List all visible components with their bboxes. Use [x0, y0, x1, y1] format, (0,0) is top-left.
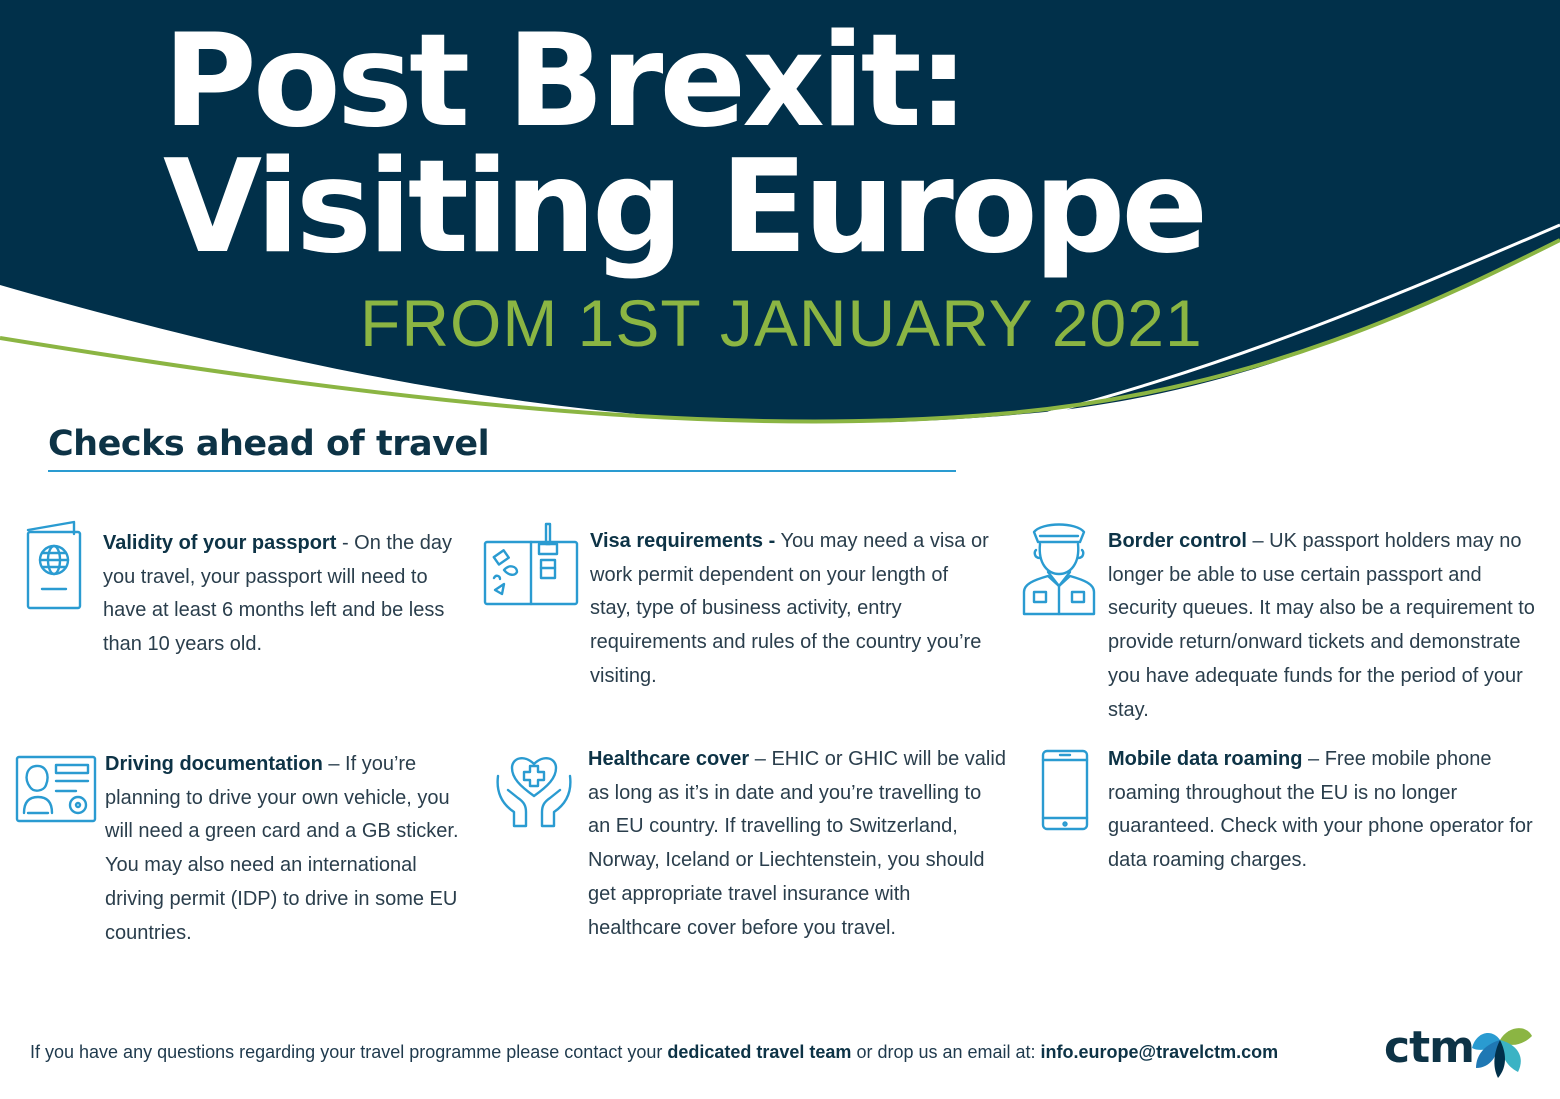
- info-item-body: You may need a visa or work permit dependent on your length of stay, type of business activity, entry requirements and rules of the country you’re visiting.: [590, 530, 989, 687]
- info-item-text: [590, 525, 990, 694]
- info-item-body: – If you’re planning to drive your own vehicle, you will need a green card and a GB sticker. You may also need an international driving permit (IDP) to drive in some EU countries.: [105, 753, 459, 944]
- footer-text-mid: or drop us an email at:: [851, 1042, 1041, 1062]
- page-title-line-1: Post Brexit:: [163, 7, 965, 156]
- footer-text-pre: If you have any questions regarding your travel programme please contact your: [30, 1042, 668, 1062]
- healthcare-hands-icon: [494, 750, 574, 830]
- info-item-text: [1108, 743, 1538, 878]
- border-officer-icon: [1020, 520, 1098, 618]
- ctm-leaf-logo-icon: [1468, 1022, 1534, 1080]
- info-item-body: – Free mobile phone roaming throughout the EU is no longer guaranteed. Check with your phone operator for data roaming charges.: [1108, 748, 1533, 872]
- info-item-title: Visa requirements -: [590, 530, 776, 552]
- info-item-title: Driving documentation: [105, 753, 323, 775]
- section-heading: Checks ahead of travel: [48, 424, 490, 464]
- info-item-body: - On the day you travel, your passport will need to have at least 6 months left and be less than 10 years old.: [103, 532, 453, 656]
- ctm-logo-wordmark: ctm: [1384, 1022, 1474, 1073]
- info-item-text: [588, 743, 1008, 945]
- info-item-body: – UK passport holders may no longer be able to use certain passport and security queues. It may also be a requirement to provide return/onward tickets and demonstrate you have adequate funds for the period of your stay.: [1108, 530, 1535, 721]
- page-title-line-2: Visiting Europe: [163, 133, 1205, 282]
- passport-icon: [24, 518, 84, 612]
- page-subtitle: FROM 1ST JANUARY 2021: [360, 286, 1203, 360]
- info-item-body: – EHIC or GHIC will be valid as long as it’s in date and you’re travelling to an EU country. If travelling to Switzerland, Norway, Iceland or Liechtenstein, you should get appropriate travel insurance with healthcare cover before you travel.: [588, 748, 1006, 939]
- info-item-text: [103, 527, 473, 662]
- section-divider: [48, 470, 956, 472]
- ctm-logo: [1382, 1022, 1534, 1080]
- footer-contact: [30, 1042, 1278, 1063]
- info-item-title: Mobile data roaming: [1108, 748, 1303, 770]
- mobile-phone-icon: [1040, 748, 1090, 832]
- footer-email-link[interactable]: info.europe@travelctm.com: [1040, 1042, 1279, 1062]
- info-item-title: Border control: [1108, 530, 1247, 552]
- footer-team-link[interactable]: dedicated travel team: [667, 1042, 852, 1062]
- info-item-title: Healthcare cover: [588, 748, 750, 770]
- visa-stamp-icon: [482, 520, 580, 608]
- info-item-text: [1108, 525, 1538, 727]
- info-item-text: [105, 748, 475, 950]
- info-item-title: Validity of your passport: [103, 532, 337, 554]
- driving-licence-icon: [14, 753, 98, 825]
